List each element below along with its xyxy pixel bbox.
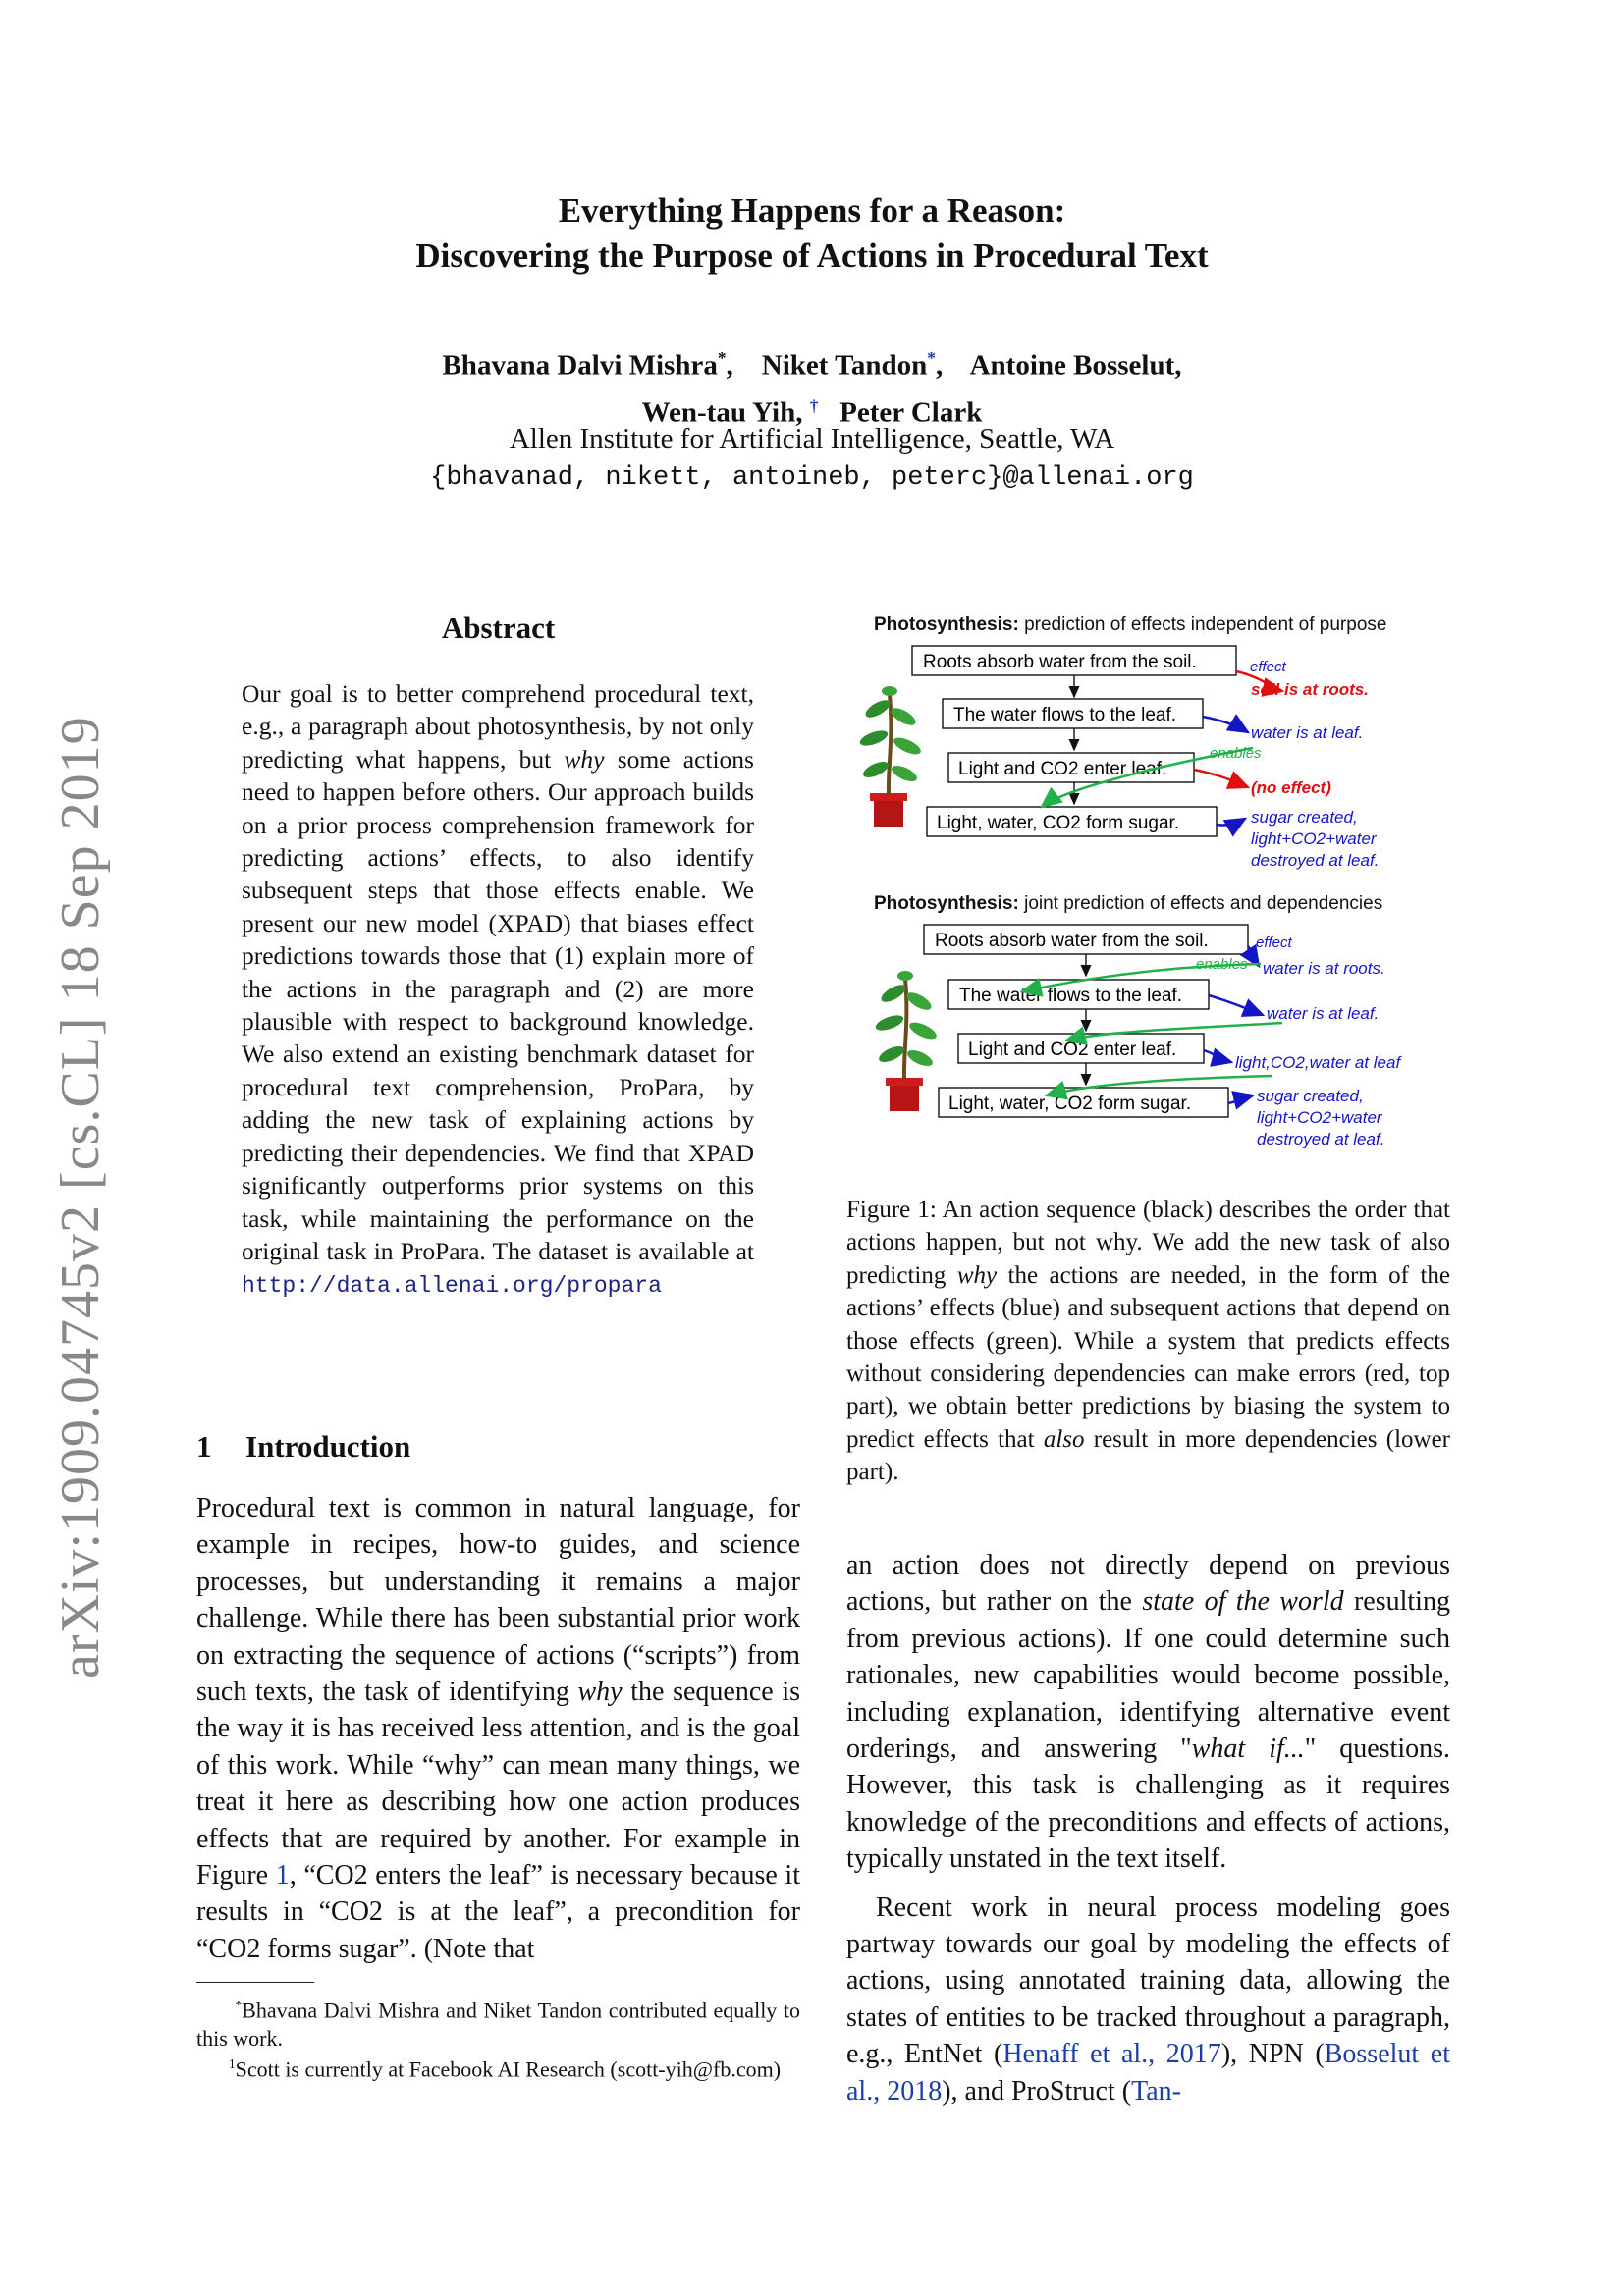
bottom-effect-3: light,CO2,water at leaf bbox=[1235, 1053, 1401, 1072]
paragraph bbox=[846, 1547, 1450, 1878]
top-panel-title: Photosynthesis: prediction of effects independent of purpose bbox=[874, 614, 1387, 635]
bottom-step-2 bbox=[948, 980, 1209, 1009]
arxiv-identifier: arXiv:1909.04745v2 [cs.CL] 18 Sep 2019 bbox=[50, 716, 111, 1679]
top-effect-4b: light+CO2+water bbox=[1251, 829, 1377, 848]
bottom-effect-1: water is at roots. bbox=[1263, 959, 1385, 978]
right-column-body bbox=[846, 1547, 1450, 2109]
author-name: Antoine Bosselut, bbox=[969, 349, 1182, 382]
figure-1-caption bbox=[846, 1194, 1450, 1489]
bottom-effect-4b: light+CO2+water bbox=[1257, 1108, 1382, 1127]
effect-label: effect bbox=[1256, 934, 1292, 951]
intro-text: Procedural text is common in natural language, for example in recipes, how-to guides, and science processes, but understanding it remains a major challenge. While there has been substantial prior work on extracting the sequence of actions (“scripts”) from such texts, the task of identifying bbox=[196, 1493, 800, 1708]
body-text: ), NPN ( bbox=[1220, 2039, 1325, 2070]
error-effect-arrow bbox=[1194, 770, 1248, 787]
top-effect-4c: destroyed at leaf. bbox=[1251, 851, 1380, 870]
author-name: Peter Clark bbox=[839, 397, 983, 429]
footnote-text: Bhavana Dalvi Mishra and Niket Tandon contributed equally to this work. bbox=[196, 1998, 801, 2052]
figure-1-diagram bbox=[850, 601, 1449, 1165]
top-effect-1: soil is at roots. bbox=[1251, 680, 1369, 699]
intro-text: , “CO2 enters the leaf” is necessary because it results in “CO2 is at the leaf”, a precondition for “CO2 forms sugar”. (Note that bbox=[196, 1860, 800, 1964]
svg-text:Light and CO2 enter leaf.: Light and CO2 enter leaf. bbox=[968, 1040, 1177, 1060]
caption-emphasis: also bbox=[1043, 1425, 1085, 1453]
footnote-mark: * bbox=[235, 1998, 243, 2012]
figure-reference-link[interactable]: 1 bbox=[275, 1860, 290, 1892]
svg-text:The water flows to the leaf.: The water flows to the leaf. bbox=[959, 986, 1183, 1006]
author-list: Bhavana Dalvi Mishra*, Niket Tandon*, Antoine Bosselut, Wen-tau Yih, † Peter Clark bbox=[442, 348, 1182, 429]
footnote-affiliation bbox=[196, 2050, 800, 2083]
caption-text: Figure 1: An action sequence (black) describes the order that actions happen, but not why. We add the new task of also predicting bbox=[846, 1197, 1450, 1289]
effect-arrow bbox=[1203, 717, 1248, 732]
author-mark: * bbox=[717, 348, 727, 368]
dataset-link[interactable]: http://data.allenai.org/propara bbox=[242, 1273, 662, 1300]
svg-text:Roots absorb water from the so: Roots absorb water from the soil. bbox=[923, 652, 1197, 672]
top-effect-2: water is at leaf. bbox=[1251, 723, 1364, 742]
citation-link[interactable]: Tan- bbox=[1131, 2075, 1181, 2107]
title-line-1: Everything Happens for a Reason: bbox=[558, 191, 1066, 230]
caption-emphasis: why bbox=[956, 1261, 998, 1289]
section-number: 1 bbox=[196, 1429, 212, 1464]
body-text: resulting from previous actions). If one could determine such rationales, new capabilities would become possible, including explanation, identifying alternative event orderings, and answering " bbox=[846, 1586, 1450, 1765]
intro-paragraph bbox=[196, 1490, 800, 1967]
caption-text: the actions are needed, in the form of the actions’ effects (blue) and subsequent actions that depend on those effects (green). While a system that predicts effects without considering dependencies can make errors (red, top part), we obtain better predictions by biasing the system to predict effects that bbox=[846, 1261, 1450, 1453]
top-step-1 bbox=[912, 646, 1236, 675]
abstract-text: Our goal is to better comprehend procedural text, e.g., a paragraph about photosynthesis, by not only predicting what happens, but bbox=[242, 679, 754, 774]
bottom-panel-title: Photosynthesis: joint prediction of effects and dependencies bbox=[874, 893, 1383, 914]
bottom-step-1 bbox=[924, 925, 1248, 954]
citation-link[interactable]: Bosselut et al., 2018 bbox=[846, 2039, 1450, 2107]
top-step-4 bbox=[927, 807, 1217, 836]
section-heading bbox=[196, 1429, 800, 1465]
title-line-2: Discovering the Purpose of Actions in Procedural Text bbox=[415, 237, 1209, 275]
intro-emphasis: why bbox=[577, 1677, 623, 1708]
enables-label: enables bbox=[1210, 745, 1262, 762]
abstract-heading: Abstract bbox=[441, 611, 556, 645]
author-name: Bhavana Dalvi Mishra bbox=[442, 349, 718, 382]
top-effect-4a: sugar created, bbox=[1251, 808, 1358, 827]
svg-text:Light, water, CO2 form sugar.: Light, water, CO2 form sugar. bbox=[948, 1094, 1192, 1114]
paragraph bbox=[846, 1890, 1450, 2109]
footnote-equal-contribution bbox=[196, 1991, 800, 2053]
section-title: Introduction bbox=[245, 1429, 411, 1464]
abstract-emphasis: why bbox=[564, 744, 605, 774]
body-text: ), and ProStruct ( bbox=[942, 2075, 1132, 2107]
top-step-2 bbox=[943, 699, 1203, 728]
author-emails: {bhavanad, nikett, antoineb, peterc}@allenai.org bbox=[430, 463, 1194, 493]
enables-label: enables bbox=[1196, 956, 1248, 973]
plant-icon bbox=[874, 971, 939, 1111]
svg-text:Roots absorb water from the so: Roots absorb water from the soil. bbox=[935, 931, 1209, 951]
author-name: Wen-tau Yih, bbox=[641, 397, 803, 429]
plant-icon bbox=[858, 686, 923, 827]
paper-title bbox=[0, 188, 1624, 279]
bottom-effect-2: water is at leaf. bbox=[1267, 1004, 1380, 1023]
effect-label: effect bbox=[1250, 659, 1286, 675]
effect-arrow bbox=[1204, 1050, 1231, 1062]
effect-arrow bbox=[1217, 819, 1245, 826]
top-effect-3: (no effect) bbox=[1251, 778, 1331, 797]
abstract-body bbox=[242, 677, 754, 1304]
body-emphasis: state of the world bbox=[1142, 1586, 1344, 1618]
bottom-effect-4a: sugar created, bbox=[1257, 1087, 1364, 1105]
footnote-text: Scott is currently at Facebook AI Research (scott-yih@fb.com) bbox=[235, 2056, 782, 2082]
effect-arrow bbox=[1209, 995, 1263, 1015]
body-text: an action does not directly depend on previous actions, but rather on the bbox=[846, 1550, 1450, 1618]
effect-arrow bbox=[1228, 1095, 1253, 1103]
author-mark[interactable]: † bbox=[809, 395, 819, 415]
svg-text:The water flows to the leaf.: The water flows to the leaf. bbox=[953, 705, 1177, 725]
bottom-step-4 bbox=[939, 1088, 1228, 1117]
footnote-rule bbox=[196, 1982, 314, 1983]
bottom-effect-4c: destroyed at leaf. bbox=[1257, 1130, 1385, 1148]
svg-text:Light and CO2 enter leaf.: Light and CO2 enter leaf. bbox=[958, 759, 1167, 779]
author-name: Niket Tandon bbox=[761, 349, 928, 382]
citation-link[interactable]: Henaff et al., 2017 bbox=[1002, 2039, 1221, 2070]
body-text: " questions. However, this task is challenging as it requires knowledge of the preconditions and effects of actions, typically unstated in the text itself. bbox=[846, 1734, 1450, 1875]
body-emphasis: what if... bbox=[1191, 1734, 1305, 1765]
intro-text: the sequence is the way it is has received less attention, and is the goal of this work. While “why” can mean many things, we treat it here as describing how one action produces effects that are required by another. For example in Figure bbox=[196, 1677, 800, 1892]
abstract-text: some actions need to happen before others. Our approach builds on a prior process comprehension framework for predicting actions’ effects, to also identify subsequent steps that those effects enable. We present our new model (XPAD) that biases effect predictions towards those that (1) explain more of the actions in the paragraph and (2) are more plausible with respect to background knowledge. We also extend an existing benchmark dataset for procedural text comprehension, ProPara, by adding the new task of explaining actions by predicting their dependencies. We find that XPAD significantly outperforms prior systems on this task, while maintaining the performance on the original task in ProPara. The dataset is available at bbox=[242, 744, 754, 1265]
author-mark[interactable]: * bbox=[927, 348, 936, 368]
svg-text:Light, water, CO2 form sugar.: Light, water, CO2 form sugar. bbox=[937, 813, 1180, 833]
body-text: Recent work in neural process modeling goes partway towards our goal by modeling the effects of actions, using annotated training data, allowing the states of entities to be tracked throughout a paragraph, e.g., EntNet ( bbox=[846, 1892, 1450, 2070]
caption-text: result in more dependencies (lower part). bbox=[846, 1425, 1450, 1486]
affiliation: Allen Institute for Artificial Intelligence, Seattle, WA bbox=[509, 423, 1115, 454]
footnote-mark: 1 bbox=[229, 2056, 236, 2071]
